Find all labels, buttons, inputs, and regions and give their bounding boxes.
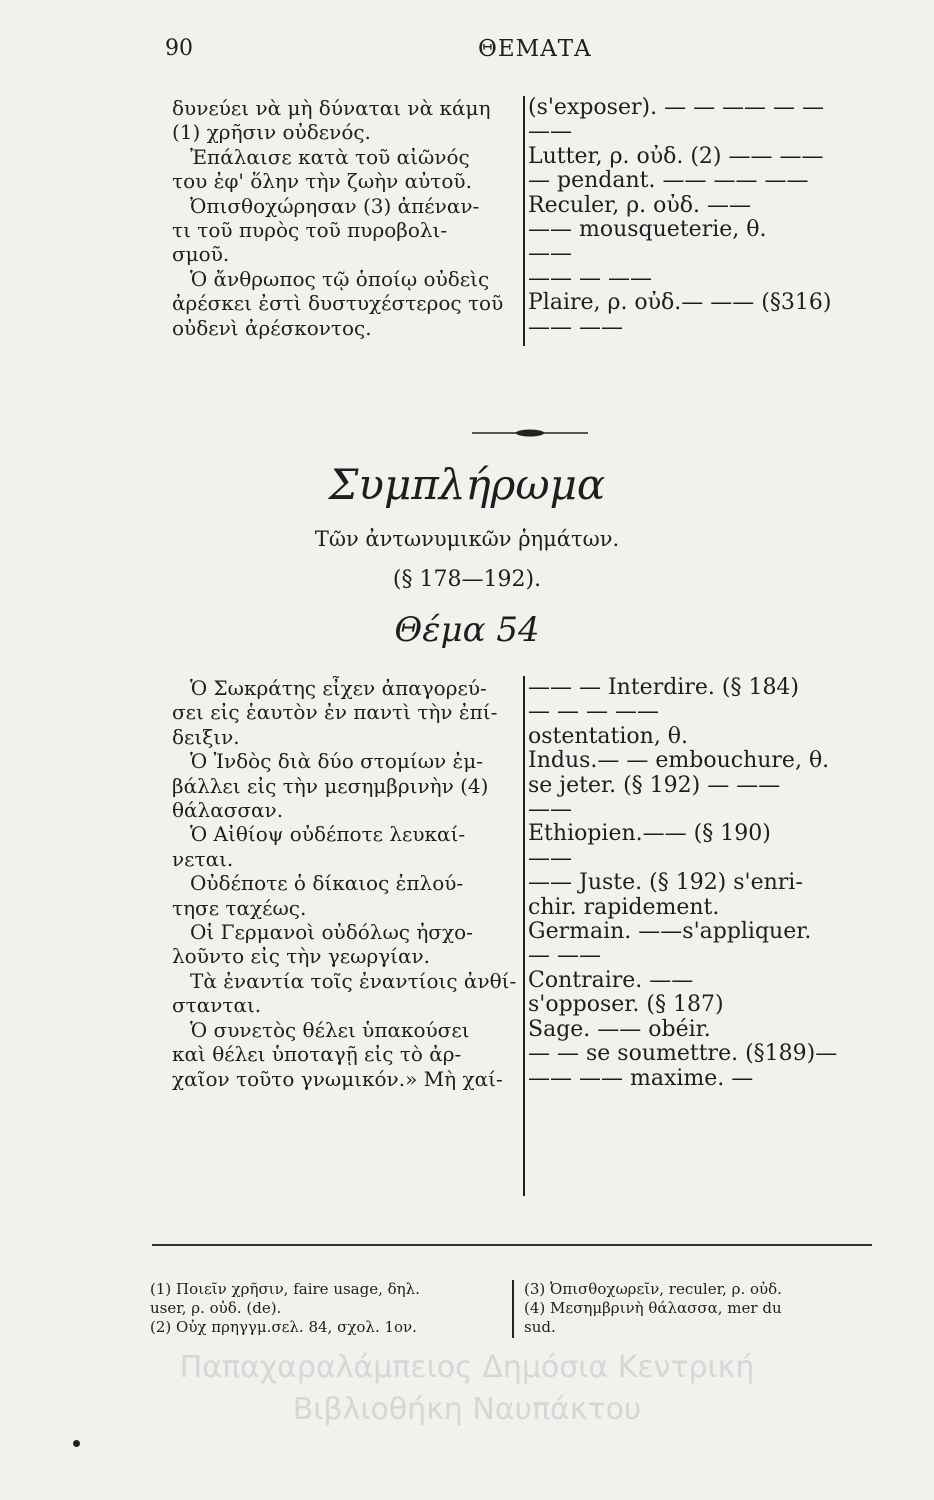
french-line: —— mousqueterie, θ. bbox=[528, 218, 767, 243]
footnote-line: (1) Ποιεῖν χρῆσιν, faire usage, δηλ. bbox=[150, 1280, 420, 1298]
french-line: —— bbox=[528, 798, 572, 823]
french-line: Plaire, ρ. οὐδ.— —— (§316) bbox=[528, 291, 832, 316]
top-greek-column bbox=[172, 96, 518, 340]
greek-line: τι τοῦ πυρὸς τοῦ πυροβολι- bbox=[172, 218, 448, 243]
greek-line: τησε ταχέως. bbox=[172, 895, 307, 920]
french-line: se jeter. (§ 192) — —— bbox=[528, 773, 781, 798]
french-line: —— — —— bbox=[528, 266, 652, 291]
page-header bbox=[0, 36, 934, 76]
greek-line: Ὀπισθοχώρησαν (3) ἀπέναν- bbox=[190, 193, 480, 218]
section-subtitle: Τῶν ἀντωνυμικῶν ῥημάτων. bbox=[314, 527, 620, 551]
greek-line: του ἐφ' ὅλην τὴν ζωὴν αὐτοῦ. bbox=[172, 169, 472, 194]
greek-line: λοῦντο εἰς τὴν γεωργίαν. bbox=[172, 944, 431, 969]
greek-line: δειξιν. bbox=[172, 724, 240, 749]
greek-line: Ὁ Σωκράτης εἶχεν ἀπαγορεύ- bbox=[190, 676, 487, 700]
footnote-line: (3) Ὀπισθοχωρεῖν, reculer, ρ. οὐδ. bbox=[524, 1280, 782, 1298]
greek-line: δυνεύει νὰ μὴ δύναται νὰ κάμη bbox=[172, 96, 491, 120]
greek-line: βάλλει εἰς τὴν μεσημβρινὴν (4) bbox=[172, 773, 489, 798]
column-divider bbox=[523, 676, 525, 1196]
greek-line: θάλασσαν. bbox=[172, 798, 284, 823]
footnote-rule bbox=[152, 1244, 872, 1246]
footnotes-left bbox=[150, 1280, 510, 1337]
page-mark-dot bbox=[73, 1440, 80, 1447]
french-line: —— —— maxime. — bbox=[528, 1066, 754, 1091]
footnote-divider bbox=[512, 1280, 514, 1338]
section-title: Συμπλήρωμα bbox=[328, 460, 606, 509]
page-number: 90 bbox=[165, 36, 193, 61]
main-french-column bbox=[528, 676, 908, 1091]
french-line: Contraire. —— bbox=[528, 968, 694, 993]
greek-line: Οἱ Γερμανοὶ οὐδόλως ἠσχο- bbox=[190, 920, 473, 945]
greek-line: Ἐπάλαισε κατὰ τοῦ αἰῶνός bbox=[190, 144, 470, 169]
french-line: Éthiopien.—— (§ 190) bbox=[528, 822, 771, 847]
french-line: ostentation, θ. bbox=[528, 724, 689, 749]
greek-line: (1) χρῆσιν οὐδενός. bbox=[172, 120, 371, 145]
french-line: chir. rapidement. bbox=[528, 895, 720, 920]
library-watermark-line2: Βιβλιοθήκη Ναυπάκτου bbox=[292, 1392, 642, 1427]
greek-line: ἀρέσκει ἐστὶ δυστυχέστερος τοῦ bbox=[172, 291, 504, 316]
library-watermark-line1: Παπαχαραλάμπειος Δημόσια Κεντρική bbox=[179, 1350, 755, 1385]
theme-heading: Θέμα 54 bbox=[394, 610, 540, 650]
french-line: —— — Interdire. (§ 184) bbox=[528, 676, 800, 700]
column-divider bbox=[523, 96, 525, 346]
greek-line: στανται. bbox=[172, 993, 262, 1018]
greek-line: νεται. bbox=[172, 846, 234, 871]
greek-line: χαῖον τοῦτο γνωμικόν.» Μὴ χαί- bbox=[172, 1066, 503, 1091]
french-line: — — se soumettre. (§189)— bbox=[528, 1042, 838, 1067]
greek-line: σμοῦ. bbox=[172, 242, 230, 267]
french-line: —— Juste. (§ 192) s'enri- bbox=[528, 871, 803, 896]
french-line: (s'exposer). — — —— — — bbox=[528, 96, 825, 120]
footnote-line: user, ρ. οὐδ. (de). bbox=[150, 1299, 282, 1317]
footnote-line: (2) Οὐχ πρηγγμ.σελ. 84, σχολ. 1ον. bbox=[150, 1318, 417, 1336]
running-title: ΘΕΜΑΤΑ bbox=[478, 36, 592, 62]
greek-line: Ὁ συνετὸς θέλει ὑπακούσει bbox=[190, 1017, 470, 1042]
french-line: —— bbox=[528, 846, 572, 871]
ornament-divider bbox=[470, 428, 590, 438]
french-line: — pendant. —— —— —— bbox=[528, 169, 809, 194]
greek-line: σει εἰς ἑαυτὸν ἐν παντὶ τὴν ἐπί- bbox=[172, 700, 498, 725]
french-line: — — — —— bbox=[528, 700, 659, 725]
french-line: —— bbox=[528, 120, 572, 145]
main-greek-column bbox=[172, 676, 518, 1091]
greek-line: Ὁ Αἰθίοψ οὐδέποτε λευκαί- bbox=[190, 822, 466, 847]
greek-line: οὐδενὶ ἀρέσκοντος. bbox=[172, 315, 372, 340]
footnote-line: sud. bbox=[524, 1318, 556, 1336]
french-line: Sage. —— obéir. bbox=[528, 1017, 711, 1042]
section-range: (§ 178—192). bbox=[392, 567, 542, 592]
greek-line: Τὰ ἐναντία τοῖς ἐναντίοις ἀνθί- bbox=[190, 968, 517, 993]
french-line: — —— bbox=[528, 944, 601, 969]
greek-line: Ὁ Ἰνδὸς διὰ δύο στομίων ἐμ- bbox=[190, 749, 484, 774]
footnotes-right bbox=[524, 1280, 884, 1337]
french-line: Reculer, ρ. οὐδ. —— bbox=[528, 193, 751, 218]
french-line: s'opposer. (§ 187) bbox=[528, 993, 724, 1018]
french-line: —— bbox=[528, 242, 572, 267]
greek-line: καὶ θέλει ὑποταγῇ εἰς τὸ ἀρ- bbox=[172, 1042, 462, 1067]
footnote-line: (4) Μεσημβρινὴ θάλασσα, mer du bbox=[524, 1299, 782, 1317]
french-line: —— —— bbox=[528, 315, 623, 340]
french-line: Indus.— — embouchure, θ. bbox=[528, 749, 830, 774]
french-line: Germain. ——s'appliquer. bbox=[528, 920, 812, 945]
french-line: Lutter, ρ. οὐδ. (2) —— —— bbox=[528, 144, 824, 169]
greek-line: Ὁ ἄνθρωπος τῷ ὁποίῳ οὐδεὶς bbox=[190, 266, 490, 291]
greek-line: Οὐδέποτε ὁ δίκαιος ἐπλού- bbox=[190, 871, 464, 896]
top-french-column bbox=[528, 96, 908, 340]
